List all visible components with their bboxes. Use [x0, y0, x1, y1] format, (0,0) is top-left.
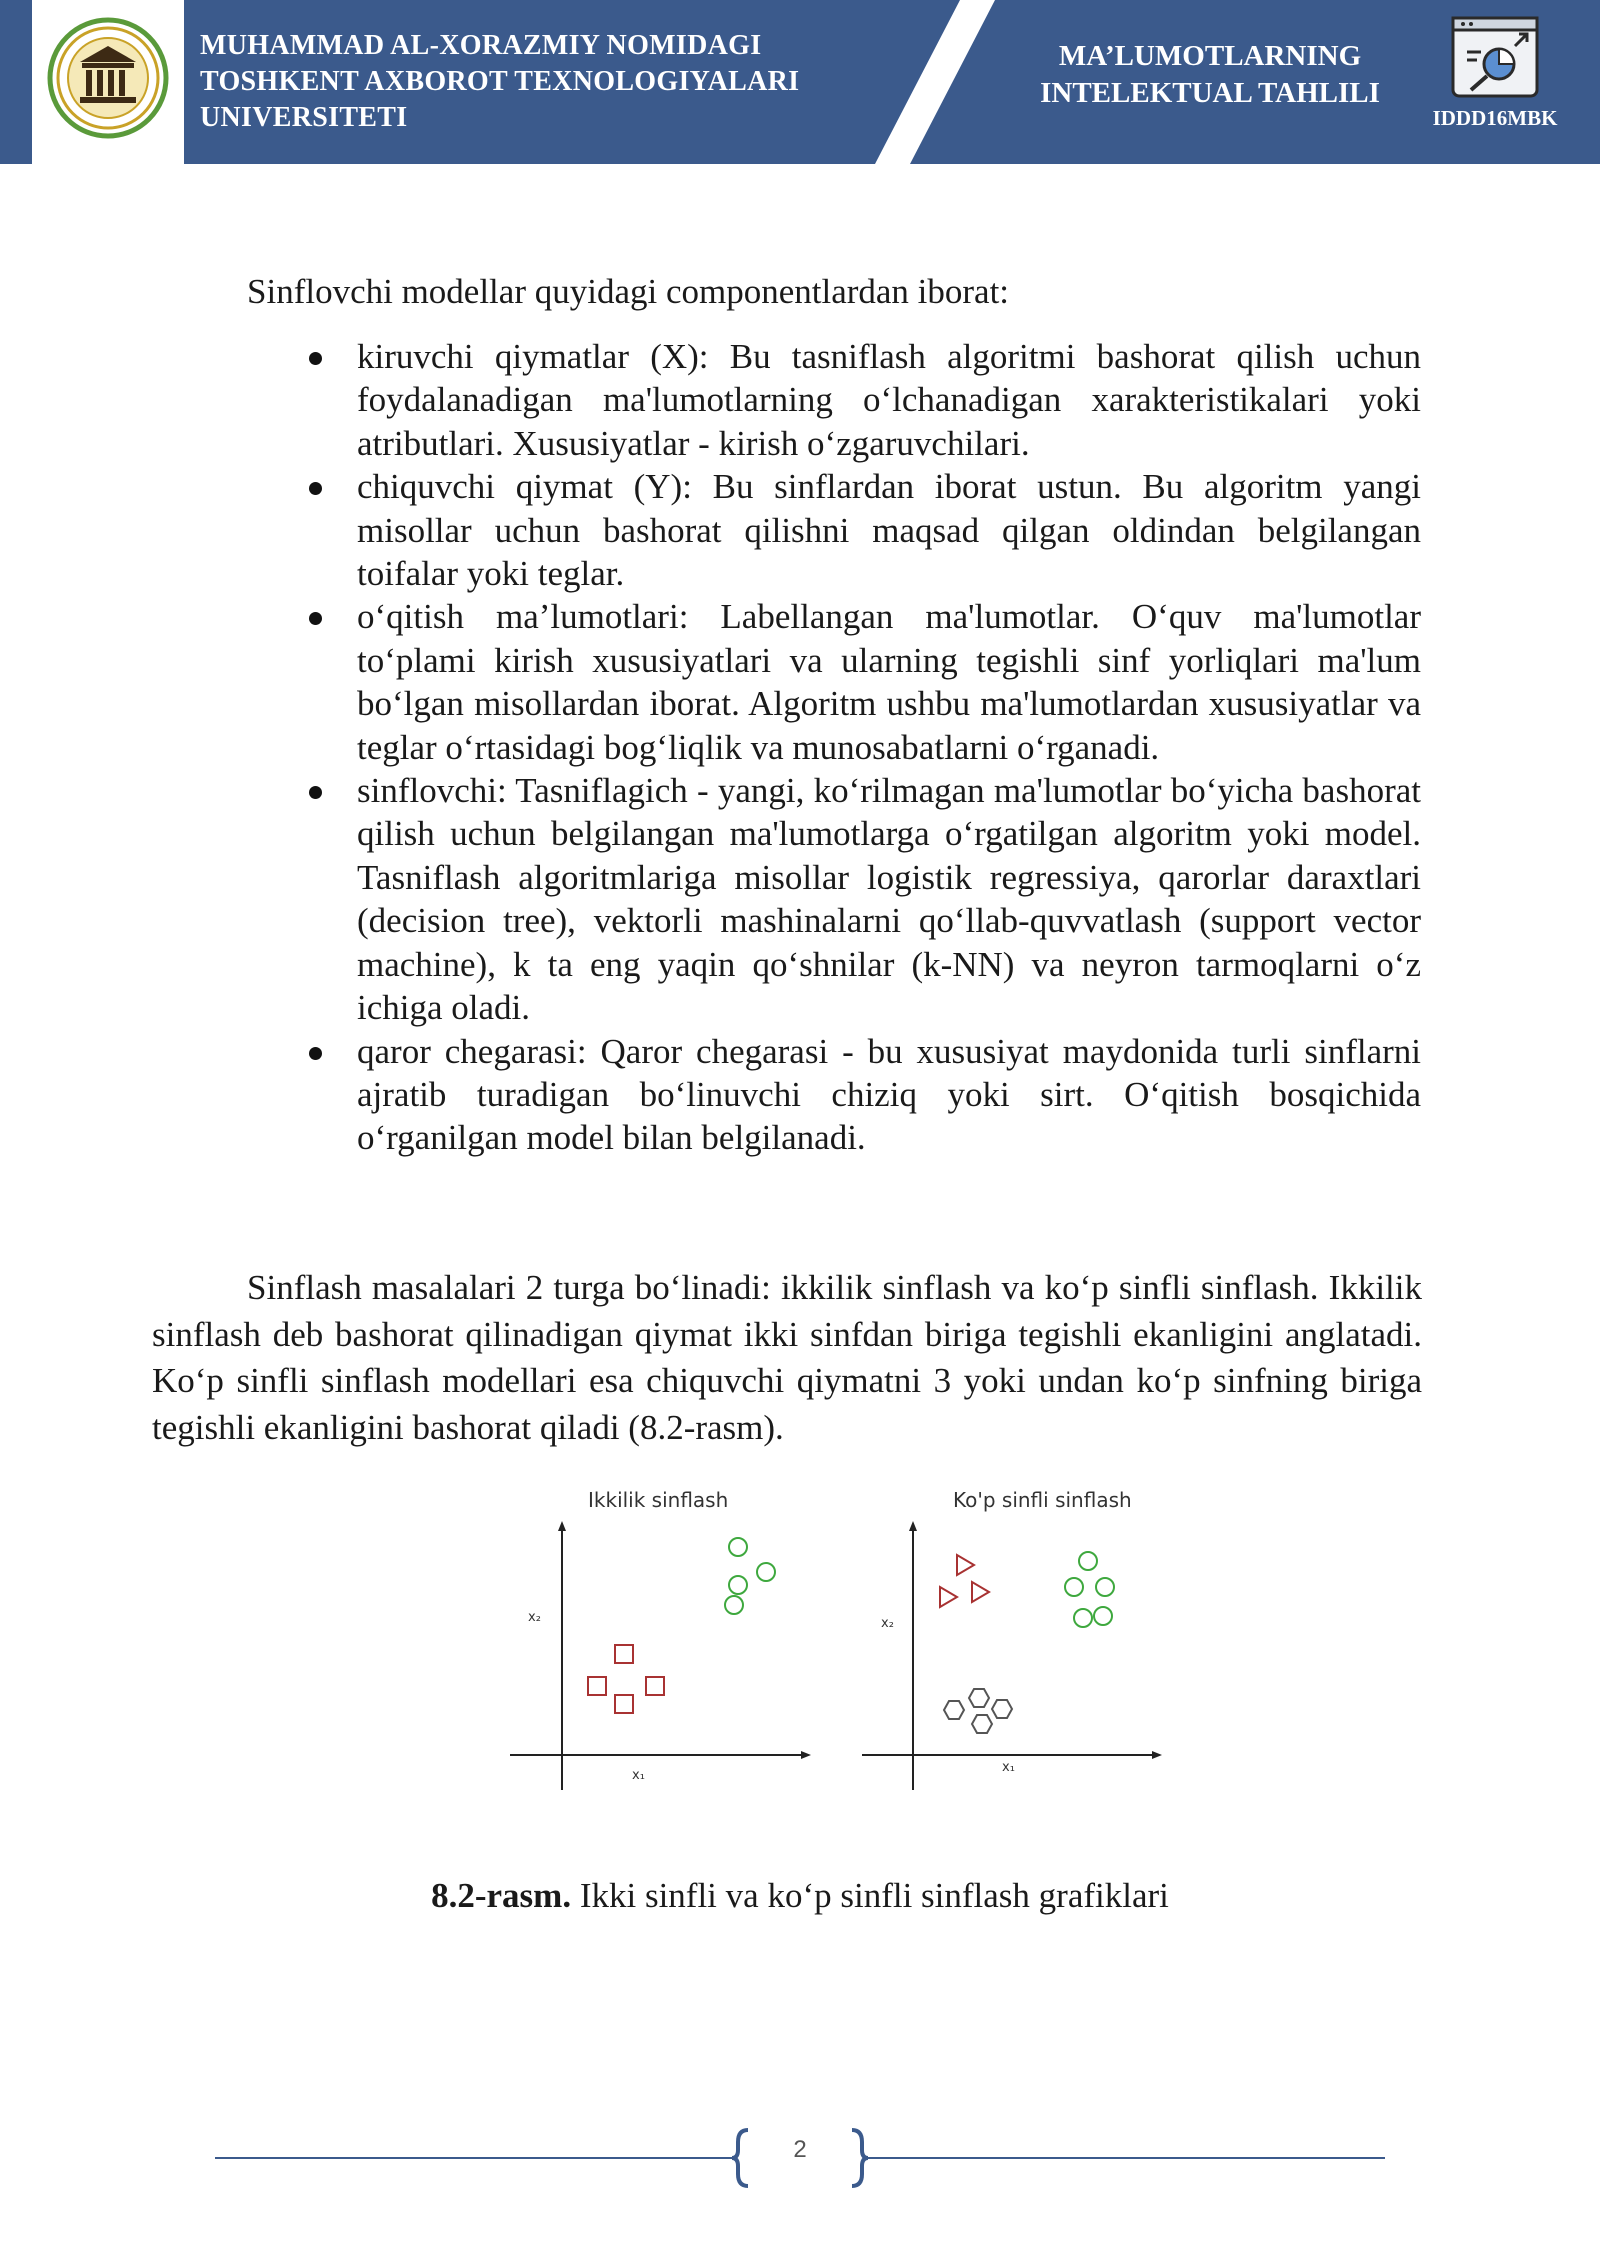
list-item-text: chiquvchi qiymat (Y): Bu sinflardan iborat ustun. Bu algoritm yangi misollar uchun bashorat qilishni maqsad qilgan oldindan belgilangan toifalar yoki teglar. — [357, 467, 1421, 594]
footer-brace-left-icon — [732, 2130, 748, 2186]
panel-title: Ikkilik sinflash — [588, 1488, 729, 1512]
multiclass-panel — [862, 1488, 1162, 1790]
class-a-circle-point — [1074, 1609, 1092, 1627]
x-axis-label: x₁ — [632, 1768, 645, 1783]
bullet-icon — [309, 1047, 322, 1060]
page-number: 2 — [793, 2136, 807, 2163]
class-b-square-point — [646, 1677, 664, 1695]
course-code: IDDD16MBK — [1432, 106, 1558, 130]
university-name-line: MUHAMMAD AL-XORAZMIY NOMIDAGI — [200, 30, 762, 61]
class-b-square-point — [615, 1695, 633, 1713]
bullet-icon — [309, 612, 322, 625]
x-axis-arrow-icon — [1152, 1751, 1162, 1759]
list-item — [357, 1030, 1421, 1160]
class-b-square-point — [588, 1677, 606, 1695]
y-axis-arrow-icon — [909, 1521, 917, 1531]
bullet-icon — [309, 352, 322, 365]
list-item-text: sinflovchi: Tasniflagich - yangi, ko‘rilmagan ma'lumotlar bo‘yicha bashorat qilish uchun belgilangan ma'lumotlarga o‘rgatilgan algoritm yoki model. Tasniflash algoritmlariga misollar logistik regressiya, qarorlar daraxtlari (decision tree), vektorli mashinalarni qo‘llab-quvvatlash (support vector machine), k ta eng yaqin qo‘shnilar (k-NN) va neyron tarmoqlarni o‘z ichiga oladi. — [357, 771, 1421, 1028]
class-c-hexagon-point — [944, 1701, 964, 1719]
components-list — [0, 335, 1600, 1160]
list-item — [357, 465, 1421, 595]
university-name-line: TOSHKENT AXBOROT TEXNOLOGIYALARI — [200, 66, 800, 97]
course-title — [1020, 38, 1400, 112]
class-a-circle-point — [725, 1596, 743, 1614]
x-axis-arrow-icon — [801, 1751, 811, 1759]
list-item — [357, 595, 1421, 769]
y-axis-arrow-icon — [558, 1521, 566, 1531]
class-a-circle-point — [757, 1563, 775, 1581]
data-analysis-icon — [1447, 14, 1543, 100]
class-c-hexagon-point — [969, 1689, 989, 1707]
panel-title: Ko'p sinfli sinflash — [953, 1488, 1132, 1512]
list-item-text: kiruvchi qiymatlar (X): Bu tasniflash algoritmi bashorat qilish uchun foydalanadigan ma'lumotlarning o‘lchanadigan xarakteristikalari yoki atributlari. Xususiyatlar - kirish o‘zgaruvchilari. — [357, 337, 1421, 463]
x-axis-label: x₁ — [1002, 1760, 1015, 1775]
class-a-circle-point — [729, 1538, 747, 1556]
class-b-triangle-point — [972, 1582, 989, 1602]
class-a-circle-point — [1096, 1578, 1114, 1596]
class-a-circle-point — [1094, 1607, 1112, 1625]
page-header — [0, 0, 1600, 164]
class-b-triangle-point — [940, 1587, 957, 1607]
course-title-line: INTELEKTUAL TAHLILI — [1040, 77, 1380, 109]
figure-caption-text: Ikki sinfli va ko‘p sinfli sinflash grafiklari — [571, 1876, 1169, 1915]
class-c-hexagon-point — [972, 1715, 992, 1733]
classification-paragraph: Sinflash masalalari 2 turga bo‘linadi: ikkilik sinflash va ko‘p sinfli sinflash. Ikkilik sinflash deb bashorat qilinadigan qiymat ikki sinfdan biriga tegishli ekanligini anglatadi. Ko‘p sinfli sinflash modellari esa chiquvchi qiymatni 3 yoki undan ko‘p sinfning biriga tegishli ekanligini bashorat qiladi (8.2-rasm). — [152, 1268, 1422, 1447]
y-axis-label: x₂ — [881, 1616, 894, 1631]
bullet-icon — [309, 482, 322, 495]
list-item-text: o‘qitish ma’lumotlari: Labellangan ma'lumotlar. O‘quv ma'lumotlar to‘plami kirish xususiyatlari va ularning tegishli sinf yorliqlari ma'lum bo‘lgan misollardan iborat. Algoritm ushbu ma'lumotlardan xususiyatlar va teglar o‘rtasidagi bog‘liqlik va munosabatlarni o‘rganadi. — [357, 597, 1421, 767]
binary-panel — [510, 1488, 811, 1790]
list-item — [357, 769, 1421, 1029]
class-a-circle-point — [1079, 1552, 1097, 1570]
intro-text: Sinflovchi modellar quyidagi componentlardan iborat: — [247, 272, 1010, 311]
classification-figure — [500, 1475, 1180, 1815]
figure-caption — [0, 1874, 1600, 1918]
course-title-line: MA’LUMOTLARNING — [1058, 40, 1362, 72]
y-axis-label: x₂ — [528, 1610, 541, 1625]
list-item — [357, 335, 1421, 465]
university-name-line: UNIVERSITETI — [200, 102, 408, 133]
class-c-hexagon-point — [992, 1700, 1012, 1718]
class-a-circle-point — [729, 1576, 747, 1594]
bullet-icon — [309, 786, 322, 799]
class-a-circle-point — [1065, 1578, 1083, 1596]
figure-caption-label: 8.2-rasm. — [431, 1876, 572, 1915]
class-b-square-point — [615, 1645, 633, 1663]
class-b-triangle-point — [957, 1555, 974, 1575]
list-item-text: qaror chegarasi: Qaror chegarasi - bu xususiyat maydonida turli sinflarni ajratib turadigan bo‘linuvchi chiziq yoki sirt. O‘qitish bosqichida o‘rganilgan model bilan belgilanadi. — [357, 1031, 1421, 1158]
